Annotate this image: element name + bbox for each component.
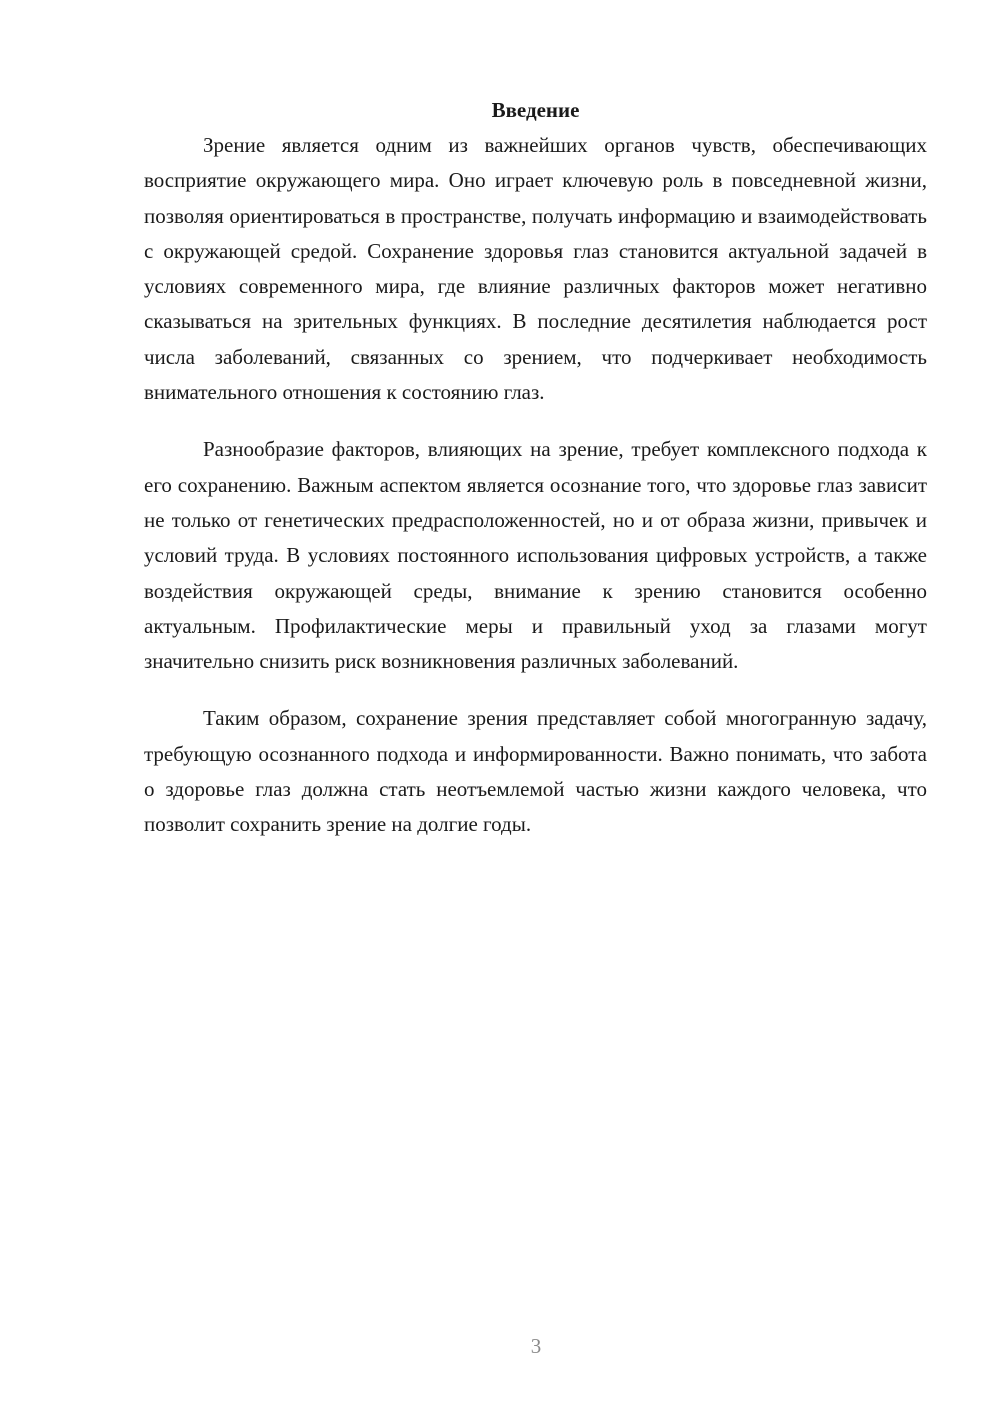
page-content [144, 92, 927, 865]
section-heading: Введение [491, 98, 580, 122]
page-number: 3 [530, 1334, 542, 1358]
paragraph-2: Разнообразие факторов, влияющих на зрение, требует комплексного подхода к его сохранению. Важным аспектом является осознание того, что здоровье глаз зависит не только от генетических предрасположенностей, но и от образа жизни, привычек и условий труда. В условиях постоянного использования цифровых устройств, а также воздействия окружающей среды, внимание к зрению становится особенно актуальным. Профилактические меры и правильный уход за глазами могут значительно снизить риск возникновения различных заболеваний. [144, 437, 927, 674]
paragraph-3: Таким образом, сохранение зрения представляет собой многогранную задачу, требующую осознанного подхода и информированности. Важно понимать, что забота о здоровье глаз должна стать неотъемлемой частью жизни каждого человека, что позволит сохранить зрение на долгие годы. [144, 706, 927, 837]
paragraph-1: Зрение является одним из важнейших органов чувств, обеспечивающих восприятие окружающего мира. Оно играет ключевую роль в повседневной жизни, позволяя ориентироваться в пространстве, получать информацию и взаимодействовать с окружающей средой. Сохранение здоровья глаз становится актуальной задачей в условиях современного мира, где влияние различных факторов может негативно сказываться на зрительных функциях. В последние десятилетия наблюдается рост числа заболеваний, связанных со зрением, что подчеркивает необходимость внимательного отношения к состоянию глаз. [144, 133, 927, 405]
